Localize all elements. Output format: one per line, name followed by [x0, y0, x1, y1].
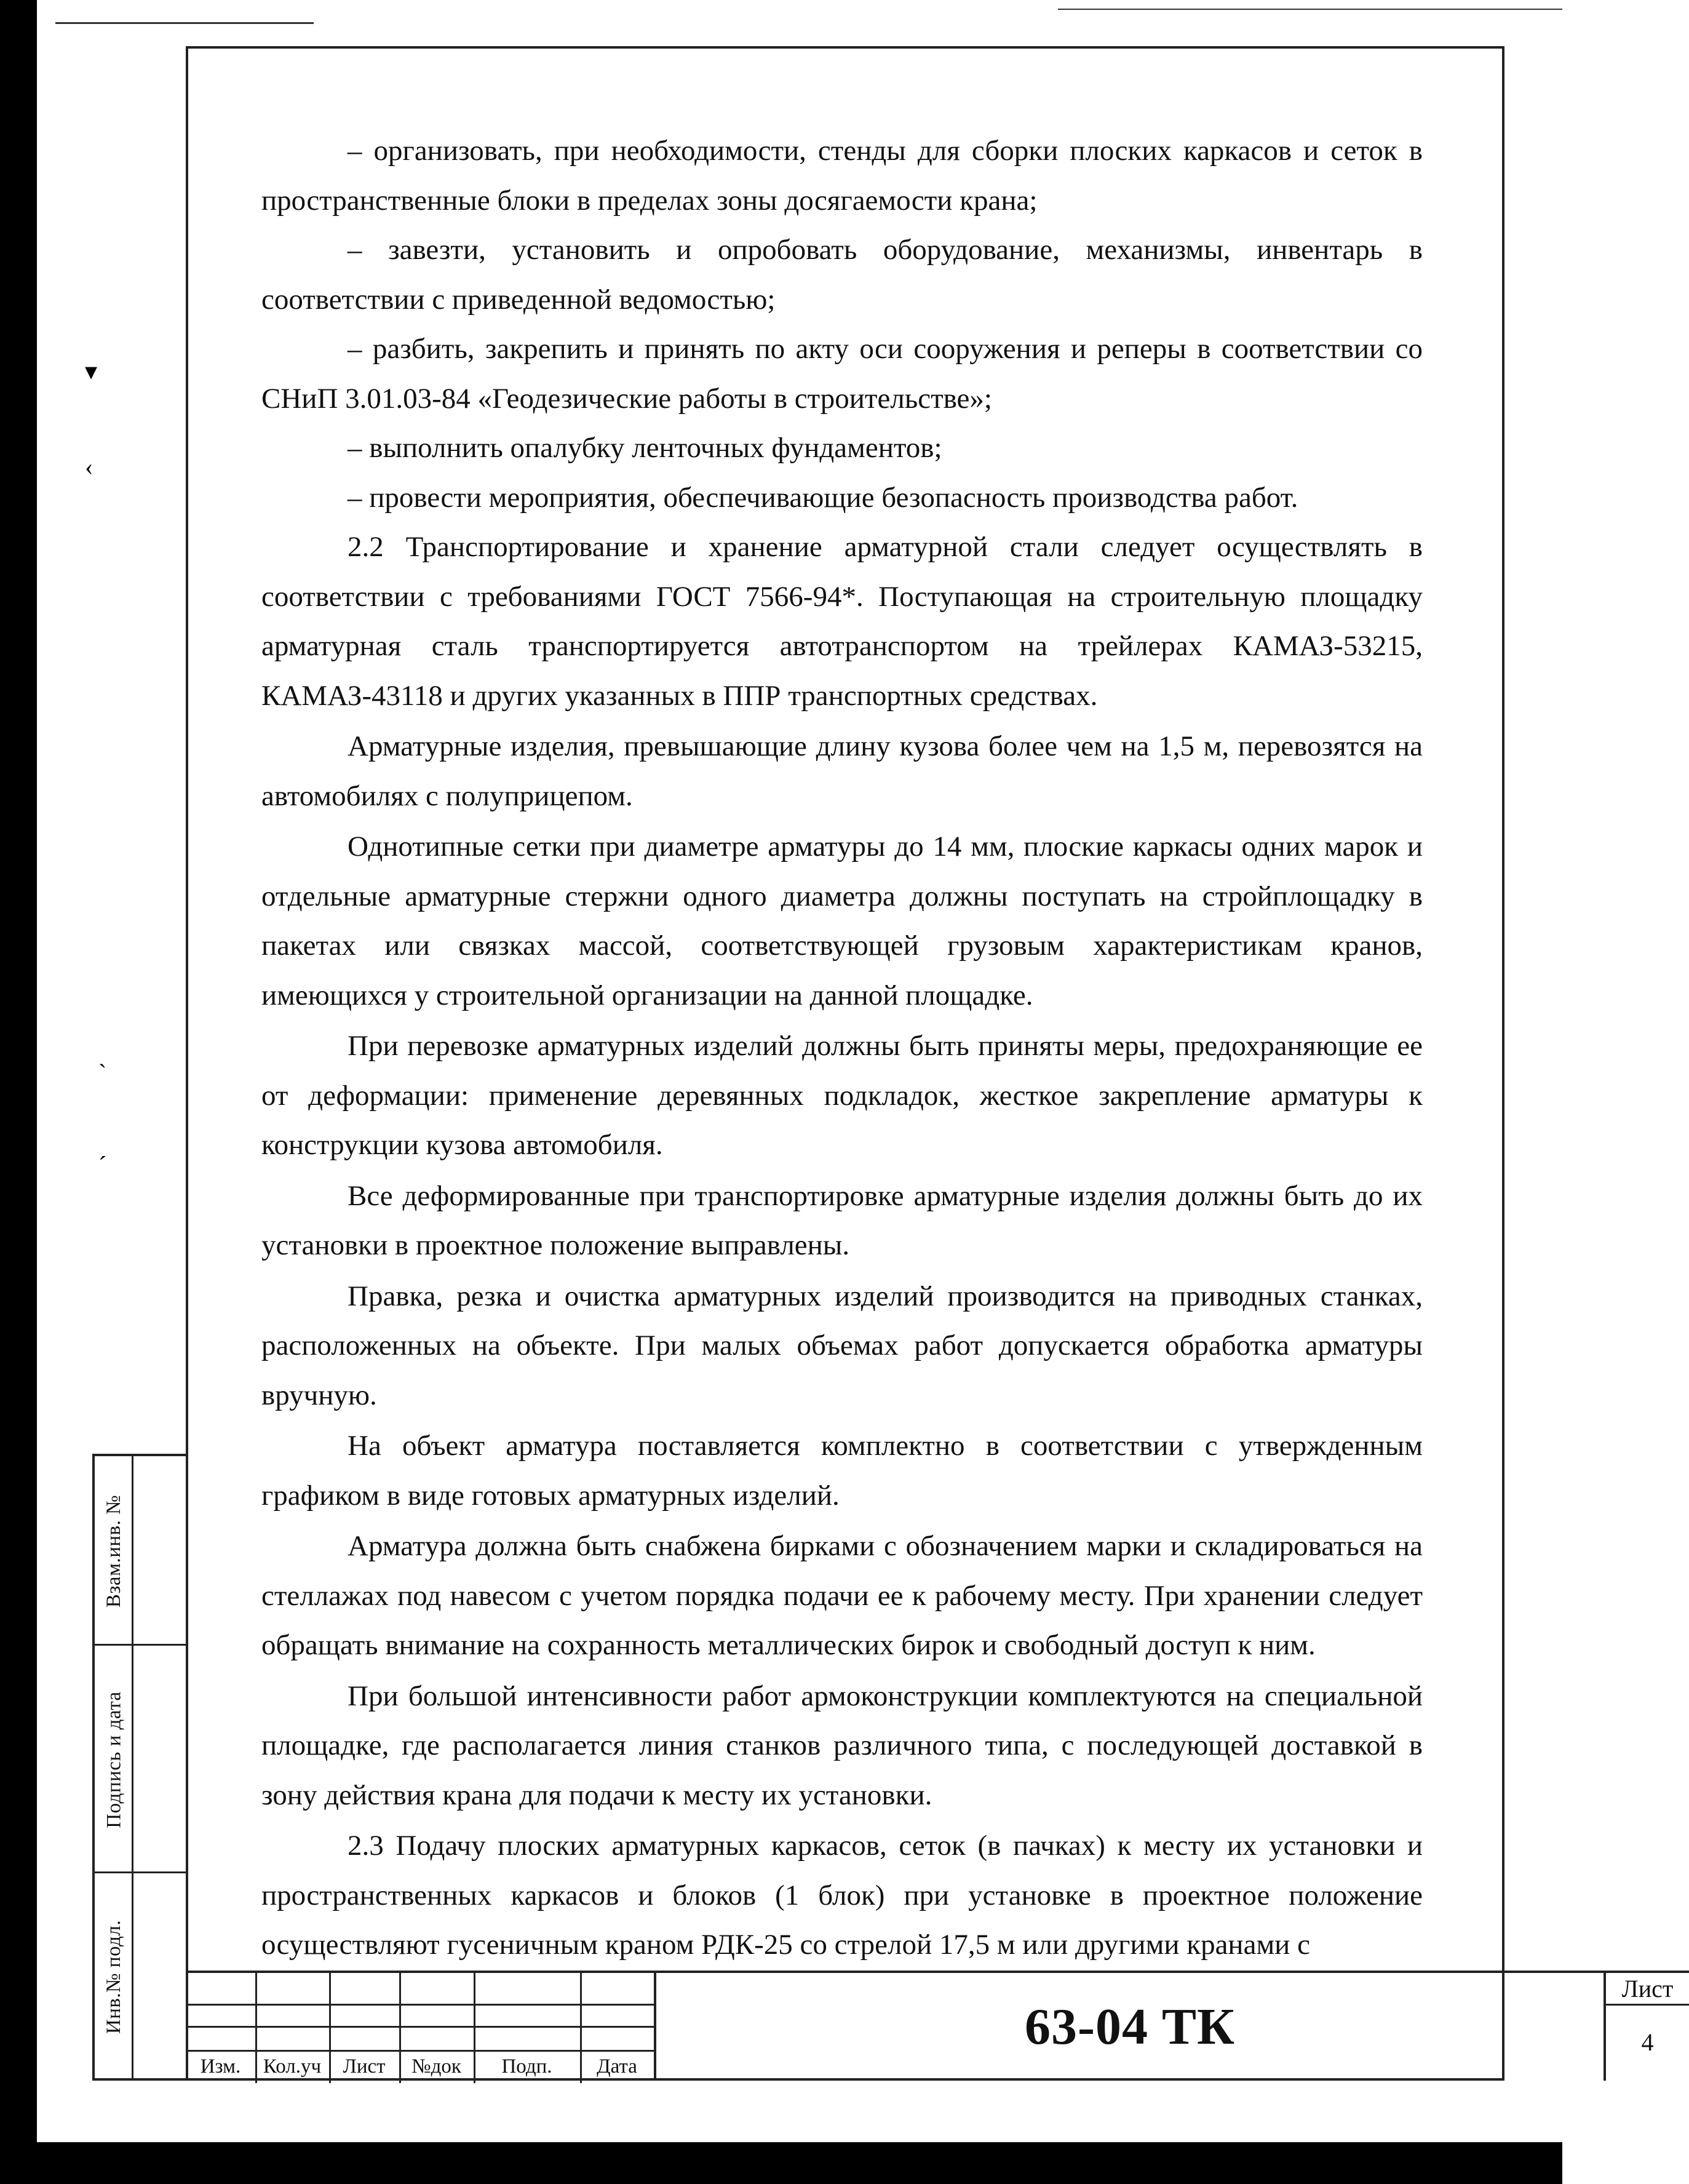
vzam-inv-label: Взам.инв. №: [103, 1494, 125, 1608]
sheet-number: 4: [1641, 2028, 1654, 2056]
scan-bottom-border: [0, 2142, 1562, 2184]
body-paragraph: 2.3 Подачу плоских арматурных каркасов, сеток (в пачках) к месту их установки и пространственных каркасов и блоков (1 блок) при установке в проектное положение осуществляют гусеничным краном РДК-25 со стрелой 17,5 м или другими кранами с: [261, 1830, 1423, 1961]
body-paragraph: 2.2 Транспортирование и хранение арматурной стали следует осуществлять в соответствии с требованиями ГОСТ 7566-94*. Поступающая на строительную площадку арматурная сталь транспортируется автотранспортом на трейлерах КАМАЗ-53215, КАМАЗ-43118 и других указанных в ППР транспортных средствах.: [261, 531, 1423, 712]
body-paragraph: Арматура должна быть снабжена бирками с обозначением марки и складироваться на стеллажах под навесом с учетом порядка подачи ее к рабочему месту. При хранении следует обращать внимание на сохранность металлических бирок и свободный доступ к ним.: [261, 1530, 1423, 1661]
body-paragraph: – завезти, установить и опробовать оборудование, механизмы, инвентарь в соответствии с приведенной ведомостью;: [261, 234, 1423, 316]
body-paragraph: Однотипные сетки при диаметре арматуры до 14 мм, плоские каркасы одних марок и отдельные арматурные стержни одного диаметра должны поступать на стройплощадку в пакетах или связках массой, соответствующей грузовым характеристикам кранов, имеющихся у строительной организации на данной площадке.: [261, 831, 1423, 1011]
body-paragraph: – разбить, закрепить и принять по акту оси сооружения и реперы в соответствии со СНиП 3.01.03-84 «Геодезические работы в строительстве»;: [261, 333, 1423, 415]
scan-speck: ˎ: [98, 1040, 107, 1068]
side-stamp: [92, 1454, 186, 2081]
body-paragraph: – провести мероприятия, обеспечивающие безопасность производства работ.: [348, 481, 1298, 514]
header-data: Дата: [597, 2055, 637, 2078]
title-block: [186, 1971, 1674, 2081]
header-list: Лист: [343, 2055, 386, 2078]
header-kol-uch: Кол.уч: [263, 2055, 322, 2078]
scan-left-border: [0, 0, 37, 2184]
header-ndok: №док: [411, 2055, 461, 2078]
body-paragraph: На объект арматура поставляется комплектно в соответствии с утвержденным графиком в виде готовых арматурных изделий.: [261, 1430, 1423, 1512]
side-label-vzam: [98, 1456, 130, 1646]
scan-speck: ˊ: [98, 1151, 107, 1179]
document-body: [261, 126, 1423, 1970]
sheet-cell: [1604, 1971, 1689, 2081]
body-paragraph: При перевозке арматурных изделий должны быть приняты меры, предохраняющие ее от деформации: применение деревянных подкладок, жесткое закрепление арматуры к конструкции кузова автомобиля.: [261, 1030, 1423, 1161]
scan-speck: ‹: [85, 453, 93, 480]
podpis-data-label: Подпись и дата: [103, 1691, 125, 1828]
body-paragraph: При большой интенсивности работ армоконструкции комплектуются на специальной площадке, где располагается линия станков различного типа, с последующей доставкой в зону действия крана для подачи к месту их установки.: [261, 1680, 1423, 1811]
doc-code-cell: [656, 1971, 1604, 2081]
inv-podl-label: Инв.№ подл.: [103, 1919, 125, 2035]
side-label-inv: [98, 1873, 130, 2081]
body-paragraph: – выполнить опалубку ленточных фундаментов;: [348, 432, 942, 464]
header-podp: Подп.: [501, 2055, 552, 2078]
body-paragraph: Арматурные изделия, превышающие длину кузова более чем на 1,5 м, перевозятся на автомобилях с полуприцепом.: [261, 730, 1423, 812]
sheet-label: Лист: [1606, 1973, 1689, 2006]
doc-code: 63-04 ТК: [1025, 1998, 1235, 2055]
scan-top-line: [1058, 9, 1562, 10]
body-paragraph: Правка, резка и очистка арматурных изделий производится на приводных станках, расположенных на объекте. При малых объемах работ допускается обработка арматуры вручную.: [261, 1280, 1423, 1411]
body-paragraph: Все деформированные при транспортировке арматурные изделия должны быть до их установки в проектное положение выправлены.: [261, 1179, 1423, 1261]
body-paragraph: – организовать, при необходимости, стенды для сборки плоских каркасов и сеток в пространственные блоки в пределах зоны досягаемости крана;: [261, 135, 1423, 217]
scan-top-line: [55, 22, 314, 24]
scan-speck: ▾: [85, 357, 98, 385]
header-izm: Изм.: [200, 2055, 241, 2078]
side-label-podpis: [98, 1646, 130, 1873]
title-block-grid: [186, 1971, 656, 2081]
